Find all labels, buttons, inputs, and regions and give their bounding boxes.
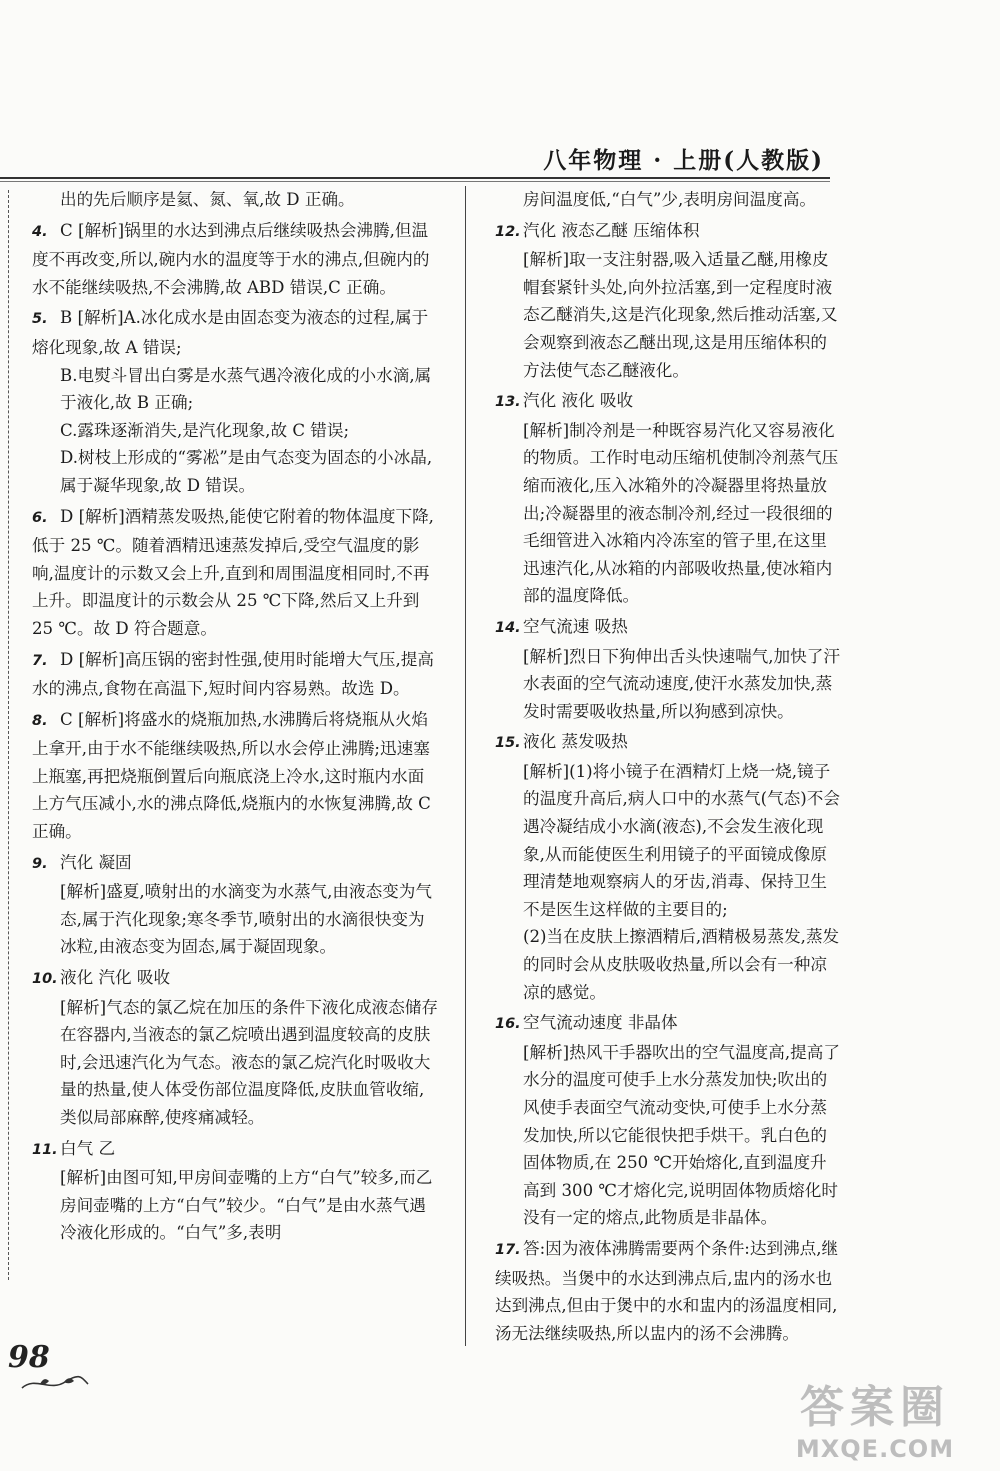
answer-line: 房间温度低,“白气”少,表明房间温度高。 xyxy=(523,190,817,209)
answer-explanation: [解析]气态的氯乙烷在加压的条件下液化成液态储存在容器内,当液态的氯乙烷喷出遇到温度较高的皮肤时,会迅速汽化为气态。液态的氯乙烷汽化时吸收大量的热量,使人体受伤部位温度降低,皮肤血管收缩,类似局部麻醉,使疼痛减轻。 xyxy=(60,997,439,1127)
question-number: 14. xyxy=(495,619,521,636)
vine-ornament-icon xyxy=(20,1372,90,1394)
answer-item xyxy=(495,1235,840,1347)
answer-line xyxy=(495,387,840,417)
answer-explanation: [解析]盛夏,喷射出的水滴变为水蒸气,由液态变为气态,属于汽化现象;寒冬季节,喷射出的水滴很快变为冰粒,由液态变为固态,属于凝固现象。 xyxy=(60,882,432,957)
column-divider xyxy=(465,186,466,1346)
answer-line xyxy=(32,706,438,846)
question-number: 9. xyxy=(32,855,48,872)
answer-text: D [解析]酒精蒸发吸热,能使它附着的物体温度下降,低于 25 ℃。随着酒精迅速蒸发掉后,受空气温度的影响,温度计的示数又会上升,直到和周围温度相同时,不再上升。即温度计的示数会从 25 ℃下降,然后又上升到 25 ℃。故 D 符合题意。 xyxy=(32,506,434,638)
answer-text: 空气流动速度 非晶体 xyxy=(523,1013,678,1033)
answer-item xyxy=(32,849,438,961)
answer-explanation: [解析](1)将小镜子在酒精灯上烧一烧,镜子的温度升高后,病人口中的水蒸气(气态)不会遇冷凝结成小水滴(液态),不会发生液化现象,从而能使医生利用镜子的平面镜成像原理清楚地观察病人的牙齿,消毒、保持卫生不是医生这样做的主要目的; xyxy=(523,761,840,919)
question-number: 15. xyxy=(495,735,521,752)
answer-text: 白气 乙 xyxy=(60,1138,116,1158)
answer-text: B [解析]A.冰化成水是由固态变为液态的过程,属于熔化现象,故 A 错误; xyxy=(32,308,429,357)
answer-line: 出的先后顺序是氦、氮、氧,故 D 正确。 xyxy=(60,190,355,209)
answer-line xyxy=(32,646,438,703)
watermark xyxy=(760,1371,990,1461)
answer-explanation: [解析]热风干手器吹出的空气温度高,提高了水分的温度可使手上水分蒸发加快;吹出的风使手表面空气流动变快,可使手上水分蒸发加快,所以它能很快把手烘干。乳白色的固体物质,在 250 ℃开始熔化,直到温度升高到 300 ℃才熔化完,说明固体物质熔化时没有一定的熔点,此物质是非晶体。 xyxy=(523,1042,840,1228)
answer-item xyxy=(495,613,840,725)
answer-item xyxy=(32,186,438,214)
answer-explanation: [解析]取一支注射器,吸入适量乙醚,用橡皮帽套紧针头处,向外拉活塞,到一定程度时液态乙醚消失,这是汽化现象,然后推动活塞,又会观察到液态乙醚出现,这是用压缩体积的方法使气态乙醚液化。 xyxy=(523,250,838,380)
answer-item xyxy=(495,186,840,214)
question-number: 7. xyxy=(32,652,48,669)
answer-text: 汽化 凝固 xyxy=(60,852,132,872)
question-number: 4. xyxy=(32,223,48,240)
answer-item xyxy=(495,728,840,1006)
question-number: 6. xyxy=(32,509,48,526)
question-number: 17. xyxy=(495,1241,521,1258)
answer-item xyxy=(32,503,438,643)
answer-line xyxy=(32,217,438,302)
answer-line xyxy=(32,1135,438,1165)
answer-text: 空气流速 吸热 xyxy=(523,616,628,636)
answer-item xyxy=(495,217,840,385)
answer-explanation: [解析]由图可知,甲房间壶嘴的上方“白气”较多,而乙房间壶嘴的上方“白气”较少。“白气”是由水蒸气遇冷液化形成的。“白气”多,表明 xyxy=(60,1168,433,1243)
answer-line xyxy=(495,1009,840,1039)
answer-line xyxy=(32,503,438,643)
answer-item xyxy=(32,217,438,302)
answer-item xyxy=(495,387,840,610)
answer-text: 汽化 液化 吸收 xyxy=(523,391,634,411)
answer-text: D [解析]高压锅的密封性强,使用时能增大气压,提高水的沸点,食物在高温下,短时间内容易熟。故选 D。 xyxy=(32,649,434,699)
answer-line xyxy=(495,728,840,758)
answer-text: C [解析]将盛水的烧瓶加热,水沸腾后将烧瓶从火焰上拿开,由于水不能继续吸热,所以水会停止沸腾;迅速塞上瓶塞,再把烧瓶倒置后向瓶底浇上冷水,这时瓶内水面上方气压减小,水的沸点降低,烧瓶内的水恢复沸腾,故 C 正确。 xyxy=(32,709,431,842)
watermark-url: MXQE.COM xyxy=(795,1435,955,1463)
page-header-title: 八年物理 · 上册(人教版) xyxy=(543,147,824,174)
answer-text: 汽化 液态乙醚 压缩体积 xyxy=(523,220,700,240)
answer-explanation: C.露珠逐渐消失,是汽化现象,故 C 错误; xyxy=(60,420,350,440)
right-column xyxy=(495,186,840,1350)
watermark-logo-text: 答案圈 xyxy=(800,1382,950,1433)
header-rule-thin xyxy=(0,181,830,182)
question-number: 10. xyxy=(32,971,58,988)
question-number: 8. xyxy=(32,712,48,729)
answer-explanation: B.电熨斗冒出白雾是水蒸气遇冷液化成的小水滴,属于液化,故 B 正确; xyxy=(60,365,432,413)
answer-text: 答:因为液体沸腾需要两个条件:达到沸点,继续吸热。当煲中的水达到沸点后,盅内的汤水也达到沸点,但由于煲中的水和盅内的汤温度相同,汤无法继续吸热,所以盅内的汤不会沸腾。 xyxy=(495,1238,839,1343)
answer-text: 液化 汽化 吸收 xyxy=(60,968,171,988)
left-column xyxy=(32,186,438,1250)
answer-item xyxy=(32,1135,438,1247)
answer-item xyxy=(32,646,438,703)
answer-text: C [解析]锅里的水达到沸点后继续吸热会沸腾,但温度不再改变,所以,碗内水的温度等于水的沸点,但碗内的水不能继续吸热,不会沸腾,故 ABD 错误,C 正确。 xyxy=(32,220,430,297)
header-rule xyxy=(0,177,830,179)
question-number: 16. xyxy=(495,1016,521,1033)
page-number: 98 xyxy=(8,1340,50,1375)
question-number: 5. xyxy=(32,311,48,328)
answer-explanation: (2)当在皮肤上擦酒精后,酒精极易蒸发,蒸发的同时会从皮肤吸收热量,所以会有一种凉凉的感觉。 xyxy=(523,927,840,1002)
answer-item xyxy=(32,964,438,1132)
question-number: 12. xyxy=(495,223,521,240)
answer-line xyxy=(32,849,438,879)
answer-line xyxy=(495,1235,840,1347)
answer-line xyxy=(495,613,840,643)
answer-explanation: [解析]烈日下狗伸出舌头快速喘气,加快了汗水表面的空气流动速度,使汗水蒸发加快,蒸发时需要吸收热量,所以狗感到凉快。 xyxy=(523,646,840,721)
answer-item xyxy=(495,1009,840,1232)
answer-line xyxy=(495,217,840,247)
question-number: 13. xyxy=(495,394,521,411)
answer-explanation: D.树枝上形成的“雾凇”是由气态变为固态的小冰晶,属于凝华现象,故 D 错误。 xyxy=(60,448,433,495)
answer-item xyxy=(32,706,438,846)
question-number: 11. xyxy=(32,1141,58,1158)
binding-margin-line xyxy=(8,190,23,1280)
answer-item xyxy=(32,304,438,499)
answer-line xyxy=(32,304,438,361)
answer-explanation: [解析]制冷剂是一种既容易汽化又容易液化的物质。工作时电动压缩机使制冷剂蒸气压缩而液化,压入冰箱外的冷凝器里将热量放出;冷凝器里的液态制冷剂,经过一段很细的毛细管进入冰箱内冷冻室的管子里,在这里迅速汽化,从冰箱的内部吸收热量,使冰箱内部的温度降低。 xyxy=(523,420,839,606)
answer-text: 液化 蒸发吸热 xyxy=(523,732,628,752)
answer-line xyxy=(32,964,438,994)
